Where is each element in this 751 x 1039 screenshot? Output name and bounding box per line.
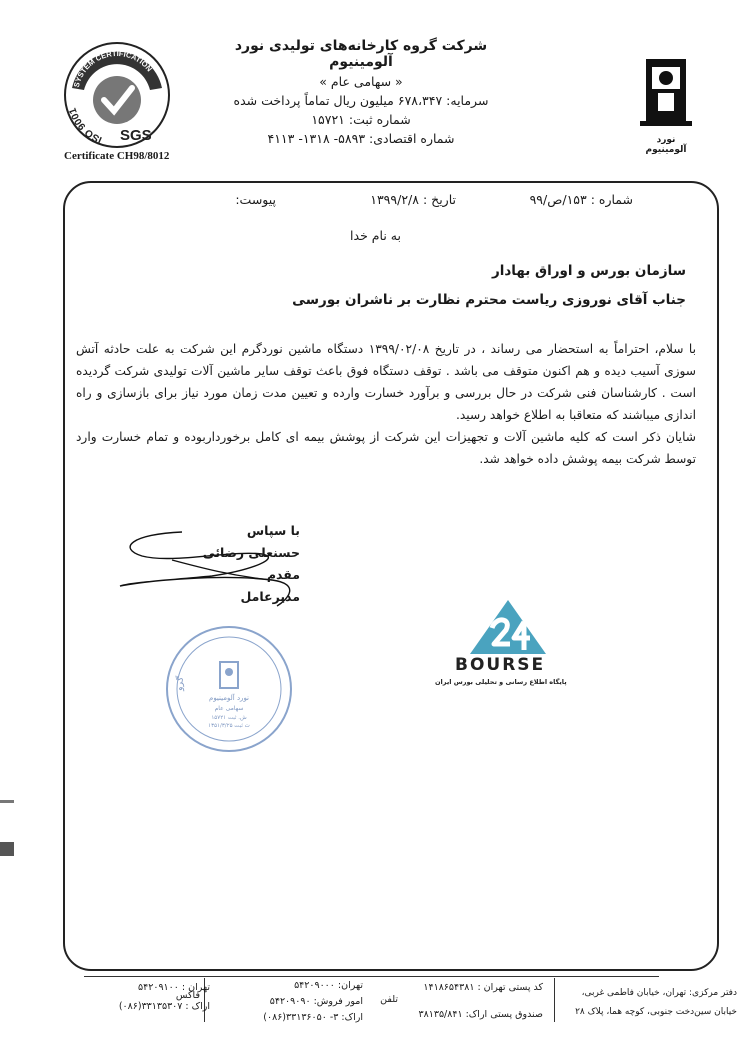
closing-text: با سپاس [246,523,300,538]
scan-edge-mark [0,842,14,856]
scan-edge-mark [0,800,14,803]
phone-arak: اراک: ۳- ۳۳۱۳۶۰۵۰(۰۸۶) [263,1012,363,1023]
iso-certification-seal [62,40,172,150]
letter-number: شماره : ۱۵۳/ص/۹۹ [529,192,633,207]
recipient: سازمان بورس و اوراق بهادار [491,263,686,279]
fax-arak: اراک : ۳۳۱۳۵۳۰۷(۰۸۶) [118,1001,210,1012]
stamp-line4: ت ثبت ۱۳۵۱/۳/۲۵ [208,723,250,729]
company-type: « سهامی عام » [319,74,403,89]
bourse-subtitle: پایگاه اطلاع رسانی و تحلیلی بورس ایران [435,678,567,686]
bourse-logo [468,598,548,658]
body-paragraph: با سلام، احتراماً به استحضار می رساند ، در تاریخ ۱۳۹۹/۰۲/۰۸ دستگاه ماشین نوردگرم این شرکت به علت حادثه آتش سوزی آسیب دیده و هم اکنون متوقف می باشد . توقف دستگاه فوق باعث توقف سایر ماشین آلات تولیدی شرکت گردیده است . کارشناسان فنی شرکت در حال بررسی و برآورد خسارت وارده و تعیین مدت زمان مورد نیاز برای بازسازی و راه اندازی میباشند که متعاقبا به اطلاع خواهد رسید. [76,342,696,422]
fax-label: فاکس [175,990,200,1001]
company-capital: سرمایه: ۶۷۸،۳۴۷ میلیون ریال تماماً پرداخت شده [233,93,489,108]
logo-caption: نورد آلومینیوم [645,135,687,155]
nord-aluminium-logo-icon [636,55,696,135]
letter-date: تاریخ : ۱۳۹۹/۲/۸ [370,192,456,207]
office-line: دفتر مرکزی: تهران، خیابان فاطمی غربی، [581,988,737,998]
seal-iso-text: ISO 9001 [67,106,104,146]
company-stamp [164,624,294,754]
office-line: خیابان سین‌دخت جنوبی، کوچه هما، پلاک ۲۸ [575,1007,737,1017]
footer-office [567,984,737,1022]
seal-top-text: SYSTEM CERTIFICATION [71,48,154,89]
po-box: صندوق پستی اراک: ۳۸۱۳۵/۸۴۱ [418,1009,543,1020]
attention-line: جناب آقای نوروزی ریاست محترم نظارت بر ناشران بورسی [292,292,686,308]
bourse-name: BOURSE [455,655,546,675]
signer-name: حسنعلی رضائی مقدم [202,545,300,582]
phone-tehran: تهران: ۵۴۲۰۹۰۰۰ [294,980,363,991]
footer-separator [554,978,555,1022]
body-paragraph: شایان ذکر است که کلیه ماشین آلات و تجهیزات این شرکت از پوشش بیمه ای کامل برخورداربوده و تمام خسارت وارد توسط شرکت بیمه پوشش داده خواهد شد. [76,430,696,466]
footer-fax [84,978,210,1016]
stamp-line2: سهامی عام [214,705,244,712]
bismillah: به نام خدا [350,228,401,243]
economic-code: شماره اقتصادی: ۵۸۹۳- ۱۳۱۸- ۴۱۱۳ [267,131,455,146]
phone-label: تلفن [380,994,398,1005]
company-logo [636,55,696,155]
postal-code: کد پستی تهران : ۱۴۱۸۶۵۴۳۸۱ [423,982,543,993]
signer-title: مدیرعامل [240,589,300,604]
letter-footer [0,978,751,1028]
company-name: شرکت گروه کارخانه‌های تولیدی نورد آلومینیوم [234,38,488,70]
company-stamp-icon [164,624,294,754]
phone-sales: امور فروش: ۵۴۲۰۹۰۹۰ [269,996,363,1007]
stamp-ring-text: گرو [174,675,187,691]
bourse-logo-icon [468,598,548,658]
seal-sgs-text: SGS [120,127,152,144]
sgs-iso-seal-icon [62,40,172,150]
stamp-line3: ش. ثبت ۱۵۷۲۱ [211,715,247,721]
certificate-number: Certificate CH98/8012 [64,150,170,162]
footer-divider [84,976,659,977]
signature-block [180,520,300,608]
company-header [201,38,521,146]
footer-phones [208,978,363,1026]
registration-number: شماره ثبت: ۱۵۷۲۱ [311,112,411,127]
letter-attachment: پیوست: [235,192,276,207]
letter-body [76,338,696,470]
stamp-line1: نورد آلومینیوم [208,694,250,702]
footer-postal [393,978,543,1024]
fax-tehran: تهران : ۵۴۲۰۹۱۰۰ [138,982,210,993]
